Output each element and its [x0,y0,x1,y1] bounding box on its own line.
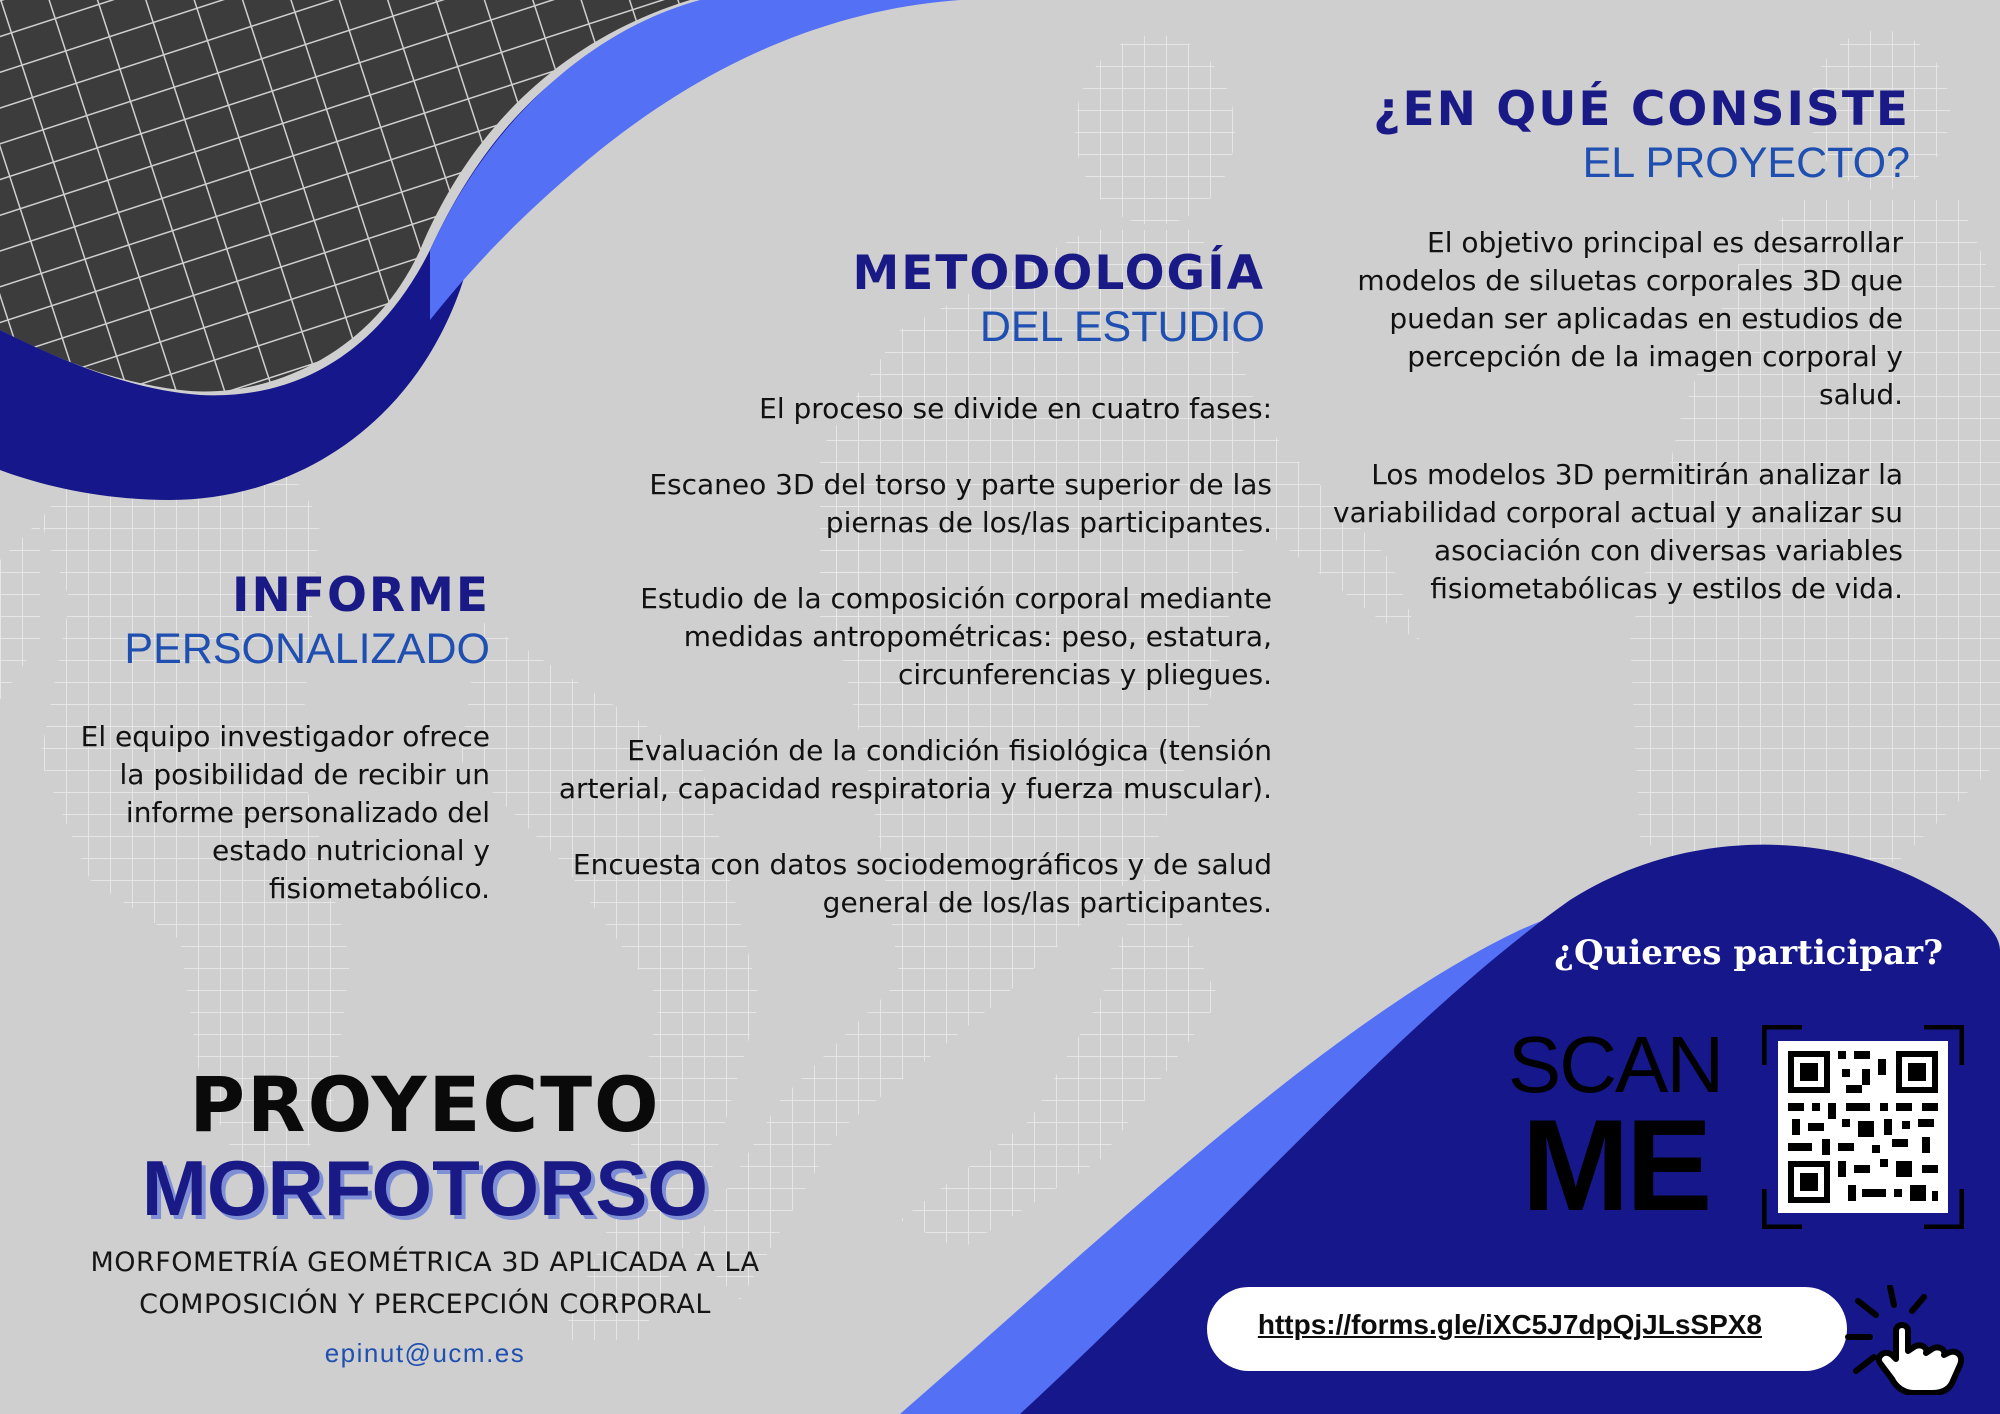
consiste-body [1333,224,1903,644]
form-url-pill[interactable] [1207,1287,1847,1371]
metodologia-phase-1: Escaneo 3D del torso y parte superior de las piernas de los/las participantes. [649,468,1272,539]
project-title-block [60,1060,790,1369]
project-title-line1: PROYECTO [189,1060,661,1149]
qr-code-icon[interactable] [1762,1025,1964,1229]
section-consiste [1310,82,1910,188]
form-url-link[interactable]: https://forms.gle/iXC5J7dpQjJLsSPX8 [1257,1309,1762,1340]
project-subtitle-line1: MORFOMETRÍA GEOMÉTRICA 3D APLICADA A LA [90,1247,760,1278]
informe-title: INFORME [232,568,490,623]
consiste-paragraph-2: Los modelos 3D permitirán analizar la variabilidad corporal actual y analizar su asociación con diversas variables fisiometabólicas y estilos de vida. [1333,458,1903,605]
metodologia-phase-4: Encuesta con datos sociodemográficos y de salud general de los/las participantes. [572,848,1272,919]
scan-text: SCAN [1507,1020,1723,1109]
scan-me-label [1505,1020,1725,1238]
consiste-subtitle: EL PROYECTO? [1582,139,1910,187]
me-text: ME [1521,1092,1709,1238]
metodologia-title: METODOLOGÍA [852,246,1265,301]
project-subtitle-line2: COMPOSICIÓN Y PERCEPCIÓN CORPORAL [139,1289,711,1320]
informe-subtitle: PERSONALIZADO [124,625,490,673]
contact-email[interactable]: epinut@ucm.es [324,1338,526,1368]
metodologia-body [552,390,1272,958]
section-metodologia [665,246,1265,352]
metodologia-intro: El proceso se divide en cuatro fases: [759,392,1272,425]
metodologia-subtitle: DEL ESTUDIO [979,303,1265,351]
consiste-paragraph-1: El objetivo principal es desarrollar modelos de siluetas corporales 3D que puedan ser aplicadas en estudios de percepción de la imagen corporal y salud. [1357,226,1903,411]
project-title-line2: MORFOTORSO [141,1144,709,1232]
hand-click-icon [1836,1285,1976,1395]
metodologia-phase-2: Estudio de la composición corporal mediante medidas antropométricas: peso, estatura, circunferencias y pliegues. [640,582,1272,691]
participate-question: ¿Quieres participar? [1554,933,1943,973]
section-informe [30,568,490,674]
metodologia-phase-3: Evaluación de la condición fisiológica (tensión arterial, capacidad respiratoria y fuerza muscular). [558,734,1272,805]
consiste-title: ¿EN QUÉ CONSISTE [1373,82,1910,137]
informe-body [50,718,490,908]
informe-text: El equipo investigador ofrece la posibilidad de recibir un informe personalizado del estado nutricional y fisiometabólico. [80,720,490,905]
